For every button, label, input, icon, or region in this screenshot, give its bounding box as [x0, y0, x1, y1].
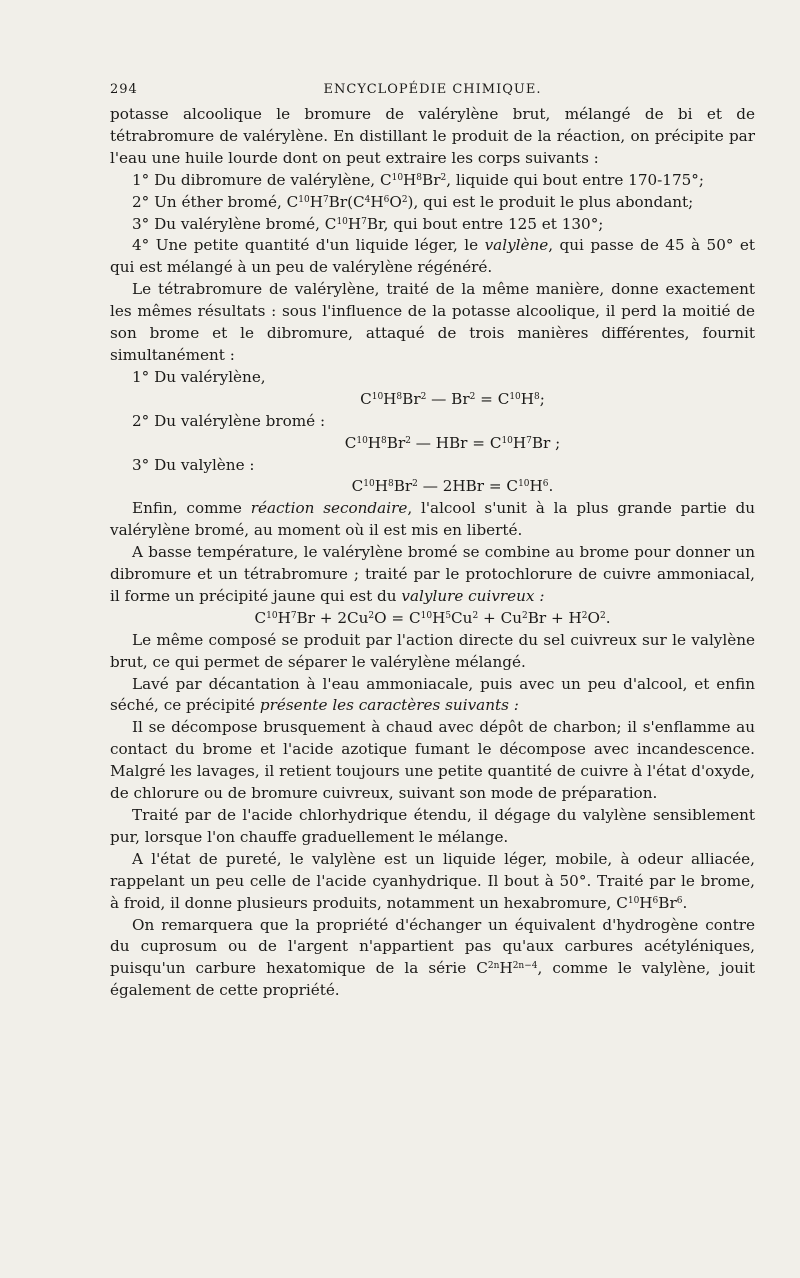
- body-text: [110, 104, 755, 1002]
- list-item: 3° Du valérylène bromé, $C^{10}H^7Br$, qui bout entre 125 et 130°;: [132, 214, 604, 233]
- running-header: [110, 82, 755, 102]
- paragraph: On remarquera que la propriété d'échanger un équivalent d'hydrogène contre du cuprosum ou de l'argent n'appartient pas qu'aux carbures acétyléniques, puisqu'un carbure hexatomique de la série $C^{2n}H^{2n-4}$, comme le valylène, jouit également de cette propriété.: [110, 915, 755, 1000]
- equation: $C^{10}H^8Br^2$ — $2HBr = C^{10}H^6$.: [351, 477, 554, 496]
- paragraph: Enfin, comme réaction secondaire, l'alcool s'unit à la plus grande partie du valérylène bromé, au moment où il est mis en liberté.: [110, 499, 755, 540]
- list-item: 2° Un éther bromé, $C^{10}H^7Br(C^4H^6O^2)$, qui est le produit le plus abondant;: [132, 192, 694, 211]
- equation: $C^{10}H^7Br + 2Cu^2O = C^{10}H^5Cu^2 + Cu^2Br + H^2O^2$.: [254, 608, 611, 627]
- list-item: 4° Une petite quantité d'un liquide léger, le valylène, qui passe de 45 à 50° et qui est mélangé à un peu de valérylène régénéré.: [110, 236, 755, 277]
- paragraph: Il se décompose brusquement à chaud avec dépôt de charbon; il s'enflamme au contact du brome et l'acide azotique fumant le décompose avec incandescence. Malgré les lavages, il retient toujours une petite quantité de cuivre à l'état d'oxyde, de chlorure ou de bromure cuivreux, suivant son mode de préparation.: [110, 718, 755, 803]
- paragraph: potasse alcoolique le bromure de valérylène brut, mélangé de bi et de tétrabromure de valérylène. En distillant le produit de la réaction, on précipite par l'eau une huile lourde dont on peut extraire les corps suivants :: [110, 105, 755, 167]
- paragraph: Le tétrabromure de valérylène, traité de la même manière, donne exactement les mêmes résultats : sous l'influence de la potasse alcoolique, il perd la moitié de son brome et le dibromure, attaqué de trois manières différentes, fournit simultanément :: [110, 280, 755, 364]
- list-item: 1° Du dibromure de valérylène, $C^{10}H^8Br^2$, liquide qui bout entre 170-175°;: [132, 170, 704, 189]
- paragraph: Le même composé se produit par l'action directe du sel cuivreux sur le valylène brut, ce qui permet de séparer le valérylène mélangé.: [110, 630, 755, 671]
- reaction-label: 1° Du valérylène,: [132, 367, 266, 386]
- paragraph: Lavé par décantation à l'eau ammoniacale, puis avec un peu d'alcool, et enfin séché, ce précipité présente les caractères suivants :: [110, 674, 755, 715]
- paragraph: A l'état de pureté, le valylène est un liquide léger, mobile, à odeur alliacée, rappelant un peu celle de l'acide cyanhydrique. Il bout à 50°. Traité par le brome, à froid, il donne plusieurs produits, notamment un hexabromure, $C^{10}H^6Br^6$.: [110, 849, 755, 912]
- page-number: 294: [110, 82, 138, 97]
- paragraph: A basse température, le valérylène bromé se combine au brome pour donner un dibromure et un tétrabromure ; traité par le protochlorure de cuivre ammoniacal, il forme un précipité jaune qui est du valylure cuivreux :: [110, 543, 755, 605]
- reaction-label: 3° Du valylène :: [132, 455, 255, 474]
- running-title: ENCYCLOPÉDIE CHIMIQUE.: [323, 82, 542, 97]
- reaction-label: 2° Du valérylène bromé :: [132, 411, 326, 430]
- paragraph: Traité par de l'acide chlorhydrique étendu, il dégage du valylène sensiblement pur, lorsque l'on chauffe graduellement le mélange.: [110, 806, 755, 846]
- equation: $C^{10}H^8Br^2$ — HBr = $C^{10}H^7Br$ ;: [344, 433, 561, 452]
- equation: $C^{10}H^8Br^2$ — $Br^2 = C^{10}H^8$;: [360, 389, 545, 408]
